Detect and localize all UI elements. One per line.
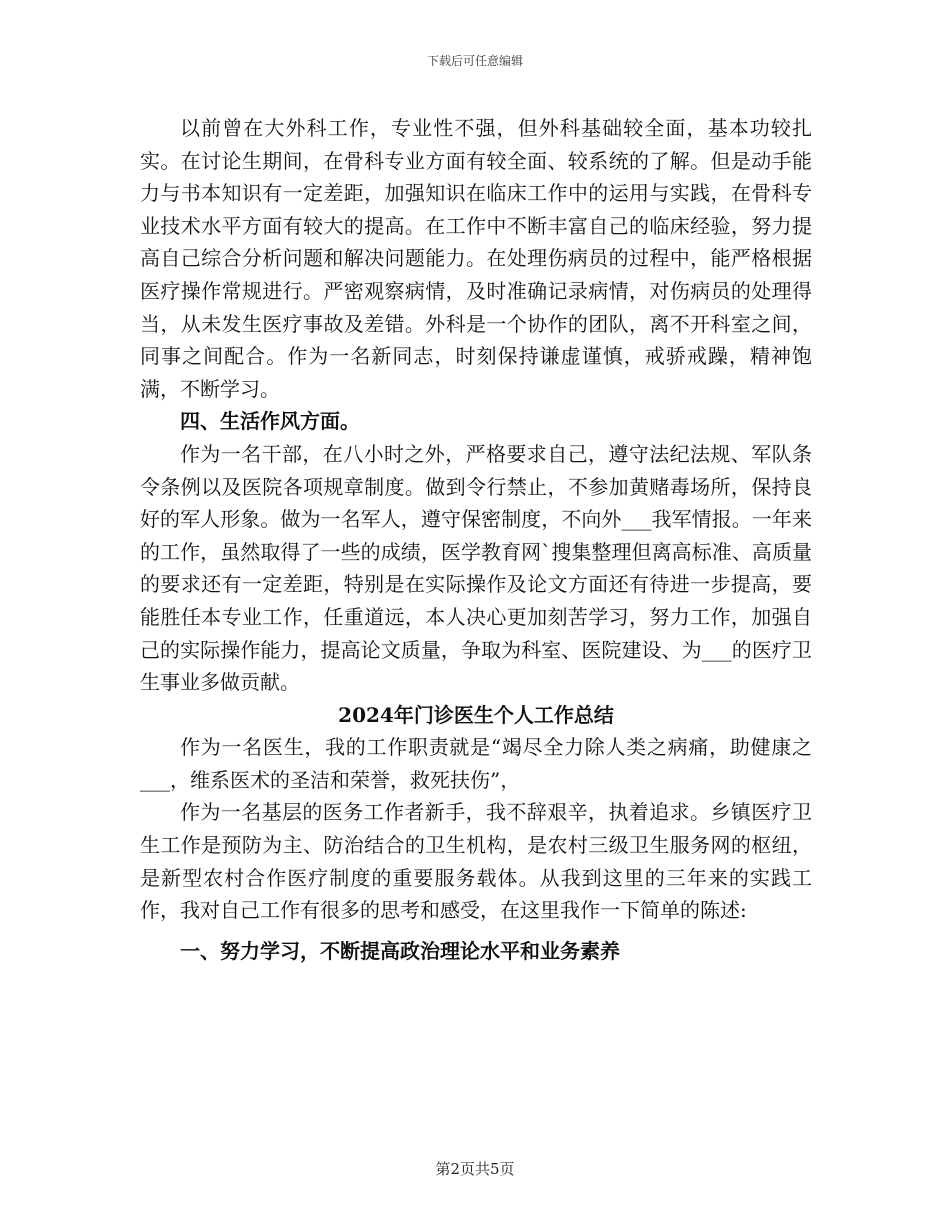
- paragraph-doctor-duty: 作为一名医生，我的工作职责就是“竭尽全力除人类之病痛，助健康之___，维系医术的圣洁和荣誉，救死扶伤”，: [140, 735, 812, 792]
- page-header-note: 下载后可任意编辑: [426, 54, 523, 68]
- section-heading-study: 一、努力学习，不断提高政治理论水平和业务素养: [180, 938, 620, 963]
- section-heading-lifestyle: 四、生活作风方面。: [180, 409, 360, 434]
- paragraph-lifestyle: 作为一名干部，在八小时之外，严格要求自己，遵守法纪法规、军队条令条例以及医院各项规章制度。做到令行禁止，不参加黄赌毒场所，保持良好的军人形象。做为一名军人，遵守保密制度，不向外___我军情报。一年来的工作，虽然取得了一些的成绩，医学教育网`搜集整理但离高标准、高质量的要求还有一定差距，特别是在实际操作及论文方面还有待进一步提高，要能胜任本专业工作，任重道远，本人决心更加刻苦学习，努力工作，加强自己的实际操作能力，提高论文质量，争取为科室、医院建设、为___的医疗卫生事业多做贡献。: [140, 441, 812, 695]
- page-number-footer: 第2页共5页: [435, 1160, 515, 1178]
- paragraph-surgery-experience: 以前曾在大外科工作，专业性不强，但外科基础较全面，基本功较扎实。在讨论生期间，在骨科专业方面有较全面、较系统的了解。但是动手能力与书本知识有一定差距，加强知识在临床工作中的运用与实践，在骨科专业技术水平方面有较大的提高。在工作中不断丰富自己的临床经验，努力提高自己综合分析问题和解决问题能力。在处理伤病员的过程中，能严格根据医疗操作常规进行。严密观察病情，及时准确记录病情，对伤病员的处理得当，从未发生医疗事故及差错。外科是一个协作的团队，离不开科室之间，同事之间配合。作为一名新同志，时刻保持谦虚谨慎，戒骄戒躁，精神饱满，不断学习。: [140, 116, 812, 401]
- document-body: [140, 112, 812, 967]
- document-title: 2024年门诊医生个人工作总结: [338, 702, 614, 727]
- paragraph-grassroots-work: 作为一名基层的医务工作者新手，我不辞艰辛，执着追求。乡镇医疗卫生工作是预防为主、防治结合的卫生机构，是农村三级卫生服务网的枢纽，是新型农村合作医疗制度的重要服务载体。从我到这里的三年来的实践工作，我对自己工作有很多的思考和感受，在这里我作一下简单的陈述:: [140, 800, 812, 923]
